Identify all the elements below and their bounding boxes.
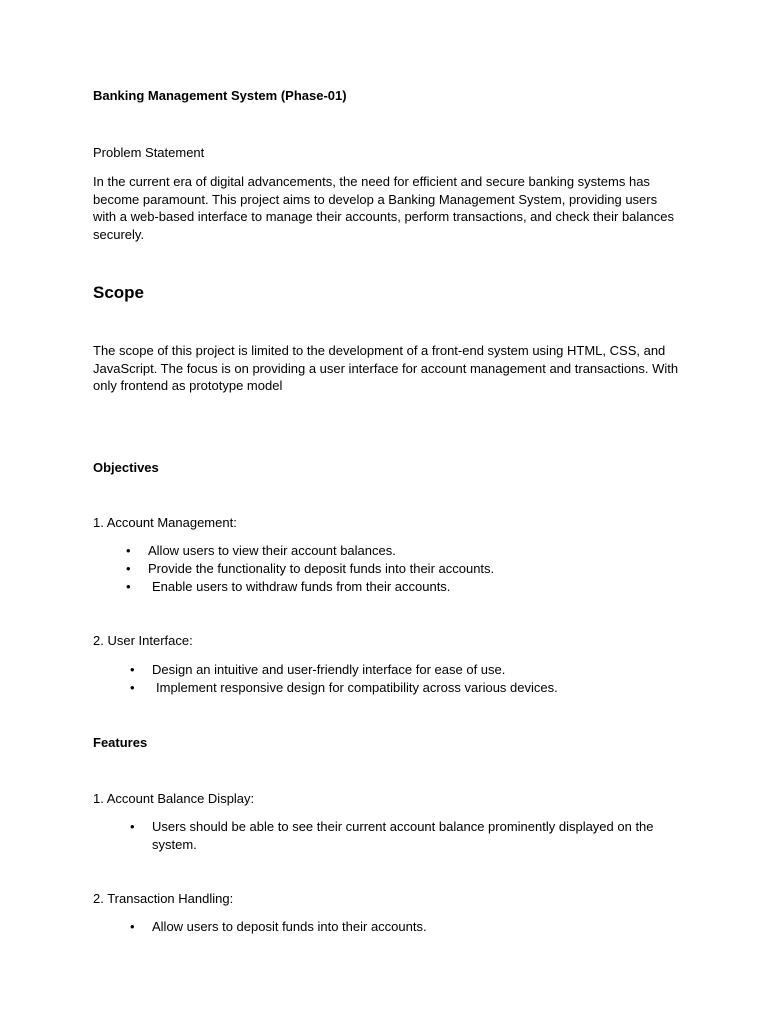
bullet-icon: • <box>130 662 135 677</box>
features-heading: Features <box>93 735 148 750</box>
document-title: Banking Management System (Phase-01) <box>93 88 347 103</box>
problem-statement-body: In the current era of digital advancements, the need for efficient and secure banking systems has become paramount. This project aims to develop a Banking Management System, providing users with a web-based interface to manage their accounts, perform transactions, and check their balances securely. <box>93 174 674 242</box>
list-item: • Design an intuitive and user-friendly interface for ease of use. <box>130 661 690 679</box>
bullet-icon: • <box>130 919 135 934</box>
list-item: • Enable users to withdraw funds from their accounts. <box>126 578 686 596</box>
list-item: • Provide the functionality to deposit funds into their accounts. <box>126 560 686 578</box>
list-item: • Allow users to deposit funds into their accounts. <box>130 918 690 936</box>
objectives-heading: Objectives <box>93 460 159 475</box>
objective-user-interface-list <box>130 661 690 697</box>
feature-balance-display-list <box>130 818 660 854</box>
bullet-icon: • <box>130 819 135 834</box>
bullet-icon: • <box>130 680 135 696</box>
feature-transaction-handling-list <box>130 918 690 936</box>
feature-balance-display-heading: 1. Account Balance Display: <box>93 791 255 806</box>
scope-heading: Scope <box>93 283 145 302</box>
feature-transaction-handling-heading: 2. Transaction Handling: <box>93 891 234 906</box>
bullet-icon: • <box>126 579 131 595</box>
objective-account-management-heading: 1. Account Management: <box>93 515 237 530</box>
scope-body: The scope of this project is limited to the development of a front-end system using HTML, CSS, and JavaScript. The focus is on providing a user interface for account management and transactions. With only frontend as prototype model <box>93 343 679 394</box>
list-item: • Implement responsive design for compatibility across various devices. <box>130 679 690 697</box>
bullet-icon: • <box>126 561 131 577</box>
objective-account-management-list <box>126 542 686 597</box>
bullet-icon: • <box>126 543 131 558</box>
list-item: • Allow users to view their account balances. <box>126 542 686 560</box>
objective-user-interface-heading: 2. User Interface: <box>93 633 193 648</box>
problem-statement-heading: Problem Statement <box>93 145 205 160</box>
list-item: • Users should be able to see their current account balance prominently displayed on the system. <box>130 819 654 853</box>
